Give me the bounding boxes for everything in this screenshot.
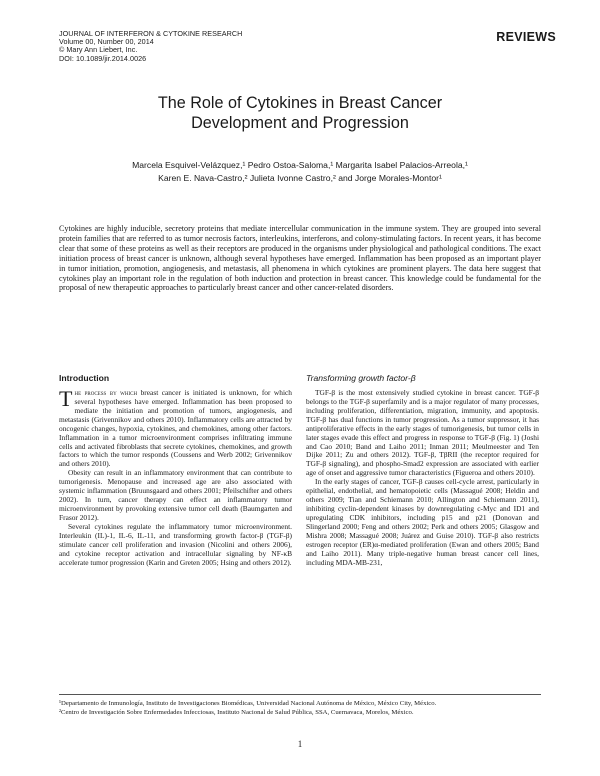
tgf-heading: Transforming growth factor-β <box>306 373 416 383</box>
author-list <box>60 159 540 184</box>
journal-name: JOURNAL OF INTERFERON & CYTOKINE RESEARCH <box>59 29 243 38</box>
introduction-heading: Introduction <box>59 373 110 383</box>
footnote-divider <box>59 694 541 695</box>
tgf-paragraph-2: In the early stages of cancer, TGF-β causes cell-cycle arrest, particularly in epithelial, endothelial, and hematopoietic cells (Massagué 2008; Heldin and others 2009; Tian and Schiemann 2010; Allington and Schiemann 2011), inhibiting cyclin-dependent kinases by downregulating c-Myc and ID1 and upregulating CDK inhibitors, including p15 and p21 (Donovan and Slingerland 2000; Feng and others 2002; Perk and others 2005; Glasgow and Mishra 2008; Massagué 2008; Juárez and Guise 2010). TGF-β also restricts estrogen receptor (ER)α-mediated proliferation (Ewan and others 2005; Band and Laiho 2011). Many triple-negative human breast cancer cell lines, including MDA-MB-231, <box>306 477 539 567</box>
journal-copyright: © Mary Ann Liebert, Inc. <box>59 45 138 55</box>
tgf-paragraph-1: TGF-β is the most extensively studied cytokine in breast cancer. TGF-β belongs to the TGF-β superfamily and is a major regulator of many processes, including proliferation, differentiation, migration, immunity, and apoptosis. TGF-β has dual functions in tumor progression. As a tumor suppressor, it has antiproliferative effects in the early stages of tumorigenesis, but tumor cells in later stages evade this effect and progress in response to TGF-β (Fig. 1) (Joshi and Cao 2010; Band and Laiho 2011; Inman 2011; Meulmeester and Ten Dijke 2011; Zu and others 2012). TGF-β, TβRII (the receptor required for TGF-β signaling), and phospho-Smad2 expression are associated with earlier age of onset and aggressive tumor characteristics (Figueroa and others 2010). <box>306 388 539 478</box>
footnote-2: ²Centro de Investigación Sobre Enfermedades Infecciosas, Instituto Nacional de Salud Pública, SSA, Cuernavaca, Morelos, México. <box>59 708 414 716</box>
authors-line-1: Marcela Esquivel-Velázquez,¹ Pedro Ostoa-Saloma,¹ Margarita Isabel Palacios-Arreola,¹ <box>132 160 468 170</box>
footnote-1: ¹Departamento de Inmunología, Instituto de Investigaciones Biomédicas, Universidad Nacional Autónoma de México, México City, México. <box>59 700 437 707</box>
left-column <box>59 373 292 567</box>
article-title <box>60 93 540 133</box>
journal-volume: Volume 00, Number 00, 2014 <box>59 37 154 47</box>
introduction-paragraph-2: Obesity can result in an inflammatory environment that can contribute to tumorigenesis. Menopause and increased age are also associated with systemic inflammation (Bruunsgaard and others 2001; Pfeilschifter and others 2002). In turn, cancer therapy can effect an inflammatory tumor microenvironment by provoking extensive tumor cell death (Baumgarten and Frasor 2012). <box>59 468 292 522</box>
right-column <box>306 373 539 567</box>
page-number: 1 <box>297 739 303 749</box>
small-caps-lead: he process by which <box>74 388 138 397</box>
abstract: Cytokines are highly inducible, secretory proteins that mediate intercellular communication in the immune system. They are grouped into several protein families that are referred to as tumor necrosis factors, interleukins, interferons, and colony-stimulating factors. In recent years, it has become clear that some of these proteins as well as their receptors are produced in the organisms under physiological and pathological conditions. The exact initiation process of breast cancer is unknown, although several hypotheses have emerged. Inflammation has been proposed as an important player in tumor initiation, promotion, angiogenesis, and metastasis, all phenomena in which cytokines are prominent players. The data here suggest that cytokines play an important role in the regulation of both induction and protection in breast cancer. This knowledge could be fundamental for the proposal of new therapeutic approaches to particularly breast cancer and other cancer-related disorders. <box>59 224 541 293</box>
affiliation-footnotes <box>59 700 541 717</box>
introduction-paragraph-1 <box>59 386 292 469</box>
journal-doi: DOI: 10.1089/jir.2014.0026 <box>59 53 147 63</box>
title-line-2: Development and Progression <box>191 114 409 132</box>
introduction-paragraph-3: Several cytokines regulate the inflammatory tumor microenvironment. Interleukin (IL)-1, IL-6, IL-11, and transforming growth factor-β (TGF-β) stimulate cancer cell proliferation and invasion (Nicolini and others 2006), and cytokine receptor activation and intracellular signaling by NF-κB accelerate tumor progression (Karin and Greten 2005; Hsing and others 2012). <box>59 521 292 567</box>
drop-cap: T <box>59 386 73 411</box>
title-line-1: The Role of Cytokines in Breast Cancer <box>157 94 443 112</box>
paragraph-text: breast cancer is initiated is unknown, for which several hypotheses have emerged. Inflammation has been proposed to mediate the initiation and promotion of tumors, angiogenesis, and metastasis (Grivennikov and others 2010). Inflammatory cells are attracted by oncogenic changes, hypoxia, cytokines, and chemokines, among other factors. Inflammation in a tumor microenvironment comprises infiltrating immune cells and activated fibroblasts that secrete cytokines, chemokines, and growth factors to which the tumor responds (Coussens and Werb 2002; Grivennikov and others 2010). <box>59 388 292 469</box>
authors-line-2: Karen E. Nava-Castro,² Julieta Ivonne Castro,² and Jorge Morales-Montor¹ <box>158 172 442 183</box>
journal-header <box>59 30 242 63</box>
section-tag: REVIEWS <box>496 30 556 44</box>
